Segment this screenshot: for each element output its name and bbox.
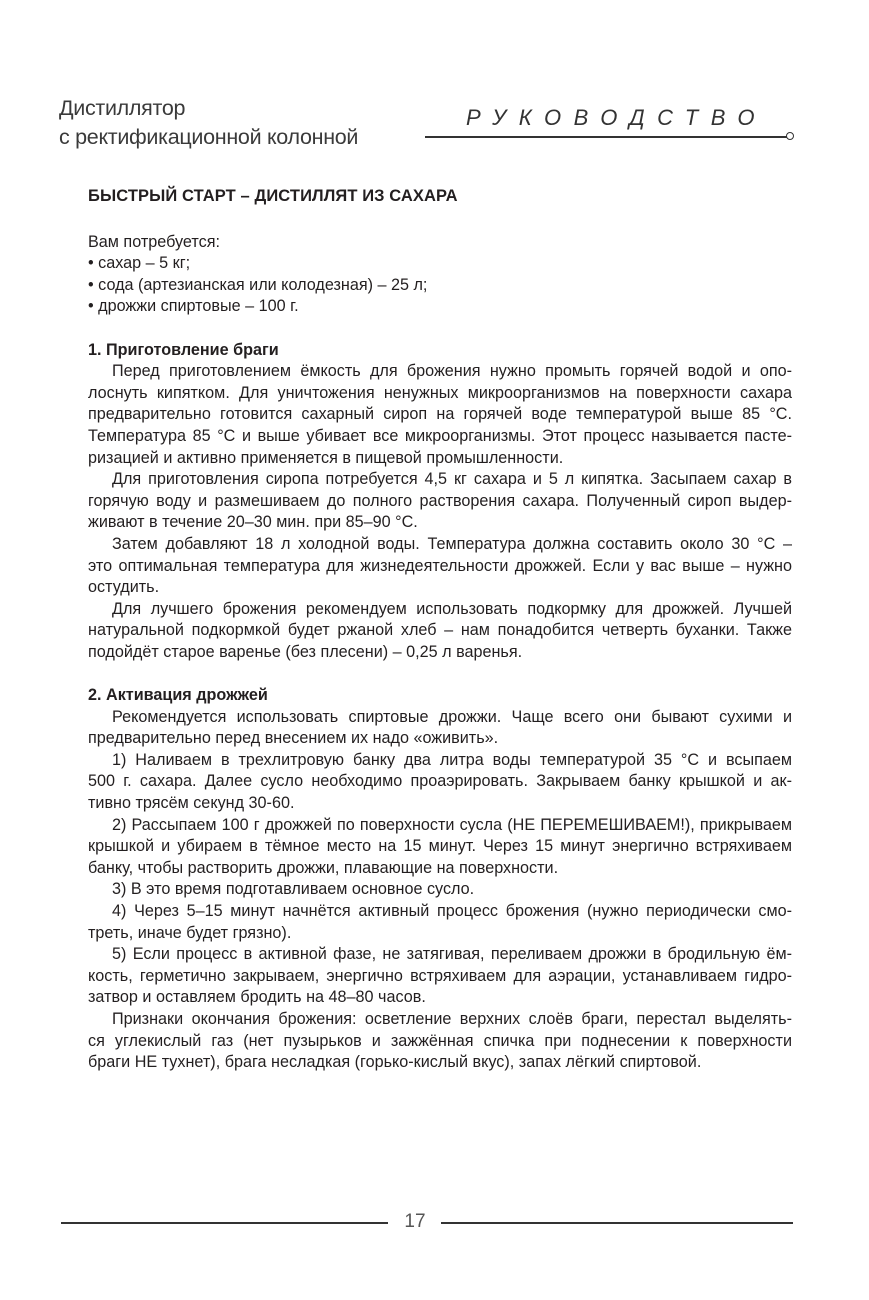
paragraph-line: натуральной подкормкой будет ржаной хлеб – нам понадобится четверть буханки. Также [88, 621, 792, 640]
paragraph-line: это оптимальная температура для жизнедеятельности дрожжей. Если у вас выше – нужно [88, 556, 792, 575]
ingredients-label: Вам потребуется: [88, 232, 220, 251]
ingredients-block [88, 232, 792, 318]
ingredient-item: • сахар – 5 кг; [88, 254, 191, 273]
document-title-line2: с ректификационной колонной [59, 125, 359, 149]
paragraph-line: остудить. [88, 578, 160, 597]
paragraph-line: Для лучшего брожения рекомендуем использовать подкормку для дрожжей. Лучшей [112, 599, 792, 618]
paragraph-line: ризацией и активно применяется в пищевой промышленности. [88, 448, 564, 467]
paragraph-line: живают в течение 20–30 мин. при 85–90 °С. [88, 513, 418, 532]
paragraph-line: ся углекислый газ (нет пузырьков и зажжённая спичка при поднесении к поверхности [88, 1031, 792, 1050]
section-heading: 1. Приготовление браги [88, 340, 279, 359]
paragraph-line: треть, иначе будет грязно). [88, 923, 292, 942]
page-title: БЫСТРЫЙ СТАРТ – ДИСТИЛЛЯТ ИЗ САХАРА [88, 187, 458, 205]
header-divider-end-dot [786, 132, 794, 140]
paragraph-line: предварительно готовится сахарный сироп на горячей воде температурой выше 85 °С. [88, 405, 792, 424]
paragraph-line: Для приготовления сиропа потребуется 4,5 кг сахара и 5 л кипятка. Засыпаем сахар в [112, 470, 792, 489]
page-number: 17 [404, 1211, 426, 1232]
paragraph-line: Температура 85 °С и выше убивает все микроорганизмы. Этот процесс называется пасте- [88, 426, 792, 445]
paragraph-line: 1) Наливаем в трехлитровую банку два литра воды температурой 35 °С и всыпаем [112, 750, 792, 769]
paragraph-line: Рекомендуется использовать спиртовые дрожжи. Чаще всего они бывают сухими и [112, 707, 792, 726]
paragraph-line: предварительно перед внесением их надо «оживить». [88, 729, 499, 748]
paragraph-line: Признаки окончания брожения: осветление верхних слоёв браги, перестал выделять- [112, 1009, 792, 1028]
paragraph-line: Перед приготовлением ёмкость для брожения нужно промыть горячей водой и опо- [112, 362, 792, 381]
section-label: РУКОВОДСТВО [466, 105, 768, 130]
paragraph-line: кость, герметично закрываем, энергично встряхиваем для аэрации, устанавливаем гидро- [88, 966, 792, 985]
paragraph-line: 5) Если процесс в активной фазе, не затягивая, переливаем дрожжи в бродильную ём- [112, 945, 792, 964]
paragraph-line: тивно трясём секунд 30-60. [88, 794, 295, 813]
section-heading: 2. Активация дрожжей [88, 686, 268, 705]
paragraph-line: затвор и оставляем бродить на 48–80 часов. [88, 988, 426, 1007]
paragraph-line: 4) Через 5–15 минут начнётся активный процесс брожения (нужно периодически смо- [112, 902, 792, 920]
paragraph-line: Затем добавляют 18 л холодной воды. Температура должна составить около 30 °С – [112, 534, 792, 553]
page-content [88, 186, 792, 1074]
footer-divider-left [61, 1222, 388, 1224]
paragraph-line: 3) В это время подготавливаем основное сусло. [112, 880, 475, 899]
document-title [59, 94, 358, 152]
footer-divider-right [441, 1222, 793, 1224]
paragraph-line: 500 г. сахара. Далее сусло необходимо проаэрировать. Закрываем банку крышкой и ак- [88, 772, 792, 791]
ingredient-item: • сода (артезианская или колодезная) – 25 л; [88, 275, 428, 294]
paragraph-line: банку, чтобы растворить дрожжи, плавающие на поверхности. [88, 858, 559, 877]
header-divider [425, 136, 787, 138]
paragraph-line: горячую воду и размешиваем до полного растворения сахара. Полученный сироп выдер- [88, 491, 792, 510]
paragraph-line: подойдёт старое варенье (без плесени) – 0,25 л варенья. [88, 642, 523, 661]
section-2 [88, 685, 792, 1074]
paragraph-line: 2) Рассыпаем 100 г дрожжей по поверхности сусла (НЕ ПЕРЕМЕШИВАЕМ!), прикрываем [112, 815, 792, 834]
section-1 [88, 340, 792, 664]
paragraph-line: крышкой и убираем в тёмное место на 15 минут. Через 15 минут энергично встряхиваем [88, 837, 792, 856]
ingredient-item: • дрожжи спиртовые – 100 г. [88, 297, 299, 316]
paragraph-line: браги НЕ тухнет), брага несладкая (горько-кислый вкус), запах лёгкий спиртовой. [88, 1053, 702, 1072]
paragraph-line: лоснуть кипятком. Для уничтожения ненужных микроорганизмов на поверхности сахара [88, 383, 792, 402]
document-title-line1: Дистиллятор [59, 96, 186, 120]
